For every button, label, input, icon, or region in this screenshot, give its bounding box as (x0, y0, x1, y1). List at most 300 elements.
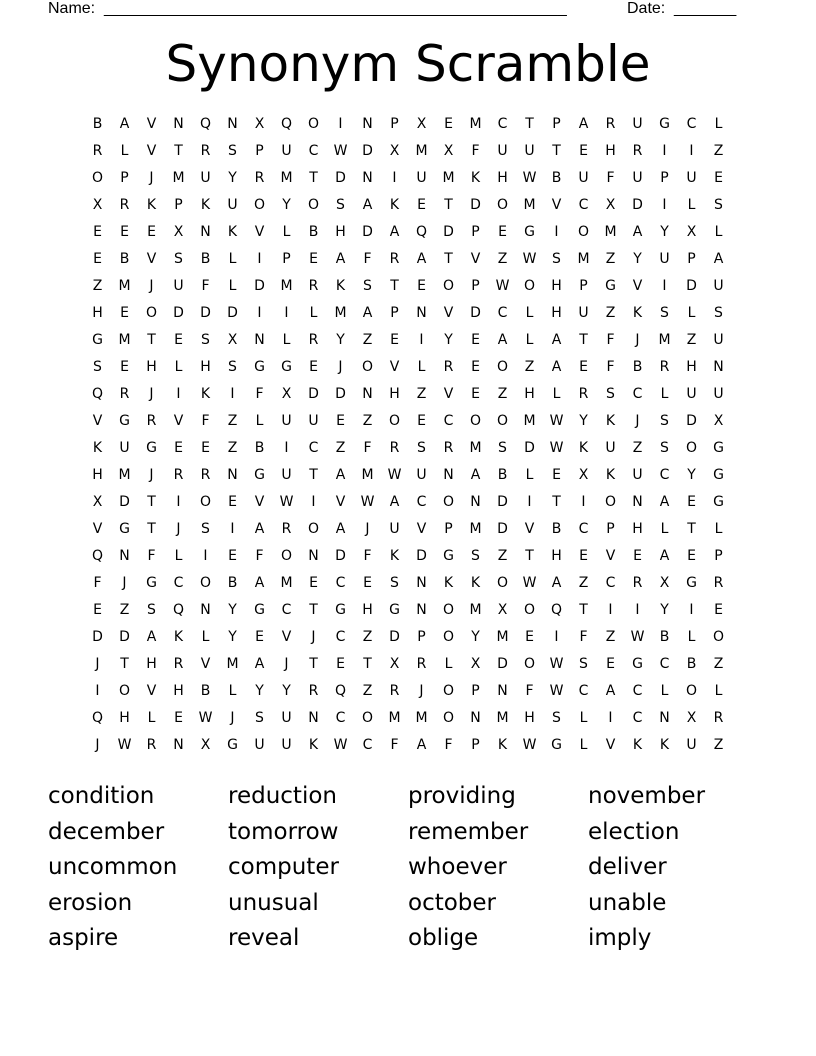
grid-row (84, 140, 732, 167)
grid-letter: B (551, 521, 562, 537)
grid-letter: I (527, 494, 532, 510)
grid-letter: B (686, 656, 697, 672)
grid-letter: X (713, 413, 724, 429)
grid-letter: L (687, 305, 696, 321)
grid-letter: M (361, 467, 374, 483)
grid-letter: M (118, 332, 131, 348)
grid-letter: O (685, 683, 698, 699)
grid-letter: A (551, 575, 562, 591)
grid-letter: L (714, 521, 723, 537)
grid-letter: E (444, 116, 453, 132)
grid-letter: C (497, 305, 508, 321)
grid-letter: E (687, 494, 696, 510)
grid-letter: Z (227, 440, 238, 456)
grid-letter: L (660, 683, 669, 699)
grid-letter: L (579, 737, 588, 753)
grid-letter: O (496, 359, 509, 375)
grid-letter: O (496, 197, 509, 213)
grid-letter: R (173, 656, 184, 672)
word-bank-item: oblige (408, 925, 479, 952)
grid-row (84, 680, 732, 707)
word-search-grid (84, 113, 732, 761)
grid-letter: U (605, 440, 616, 456)
grid-letter: C (659, 467, 670, 483)
grid-letter: W (522, 737, 537, 753)
grid-letter: G (713, 494, 724, 510)
grid-letter: T (363, 656, 372, 672)
grid-letter: I (608, 602, 613, 618)
grid-letter: F (363, 251, 372, 267)
grid-letter: E (687, 548, 696, 564)
grid-letter: A (362, 305, 373, 321)
grid-letter: S (579, 656, 588, 672)
grid-letter: E (363, 575, 372, 591)
grid-letter: R (389, 251, 400, 267)
grid-letter: L (120, 143, 129, 159)
grid-letter: R (200, 467, 211, 483)
grid-row (84, 491, 732, 518)
grid-letter: C (578, 683, 589, 699)
grid-letter: Z (497, 386, 508, 402)
grid-letter: H (551, 278, 562, 294)
grid-letter: G (551, 737, 562, 753)
grid-letter: R (119, 386, 130, 402)
grid-letter: P (606, 521, 615, 537)
grid-letter: N (200, 224, 211, 240)
grid-letter: A (254, 521, 265, 537)
grid-letter: Z (119, 602, 130, 618)
grid-letter: E (633, 548, 642, 564)
grid-letter: C (443, 413, 454, 429)
grid-letter: A (659, 548, 670, 564)
grid-row (84, 194, 732, 221)
grid-letter: G (632, 656, 643, 672)
grid-letter: V (632, 278, 643, 294)
grid-letter: U (227, 197, 238, 213)
grid-letter: C (659, 656, 670, 672)
grid-letter: L (687, 197, 696, 213)
grid-letter: S (660, 413, 669, 429)
grid-letter: P (390, 305, 399, 321)
grid-letter: E (309, 251, 318, 267)
grid-letter: V (92, 413, 103, 429)
grid-letter: A (335, 467, 346, 483)
grid-letter: D (443, 224, 454, 240)
grid-letter: O (523, 602, 536, 618)
grid-letter: D (173, 305, 184, 321)
grid-letter: E (120, 224, 129, 240)
grid-letter: U (497, 143, 508, 159)
grid-letter: E (471, 332, 480, 348)
grid-letter: C (335, 575, 346, 591)
grid-letter: O (199, 575, 212, 591)
grid-row (84, 572, 732, 599)
grid-letter: D (335, 386, 346, 402)
grid-letter: J (365, 521, 370, 537)
grid-letter: Z (335, 440, 346, 456)
grid-letter: S (147, 602, 156, 618)
grid-letter: X (686, 710, 697, 726)
grid-letter: N (416, 575, 427, 591)
grid-letter: H (551, 305, 562, 321)
word-bank-item: imply (588, 925, 652, 952)
grid-letter: O (442, 629, 455, 645)
grid-letter: J (149, 386, 154, 402)
grid-letter: K (578, 440, 589, 456)
grid-row (84, 545, 732, 572)
grid-letter: C (605, 575, 616, 591)
grid-letter: T (525, 116, 534, 132)
grid-letter: N (713, 359, 724, 375)
grid-letter: R (308, 683, 319, 699)
grid-letter: Q (91, 548, 104, 564)
grid-letter: K (632, 737, 643, 753)
grid-letter: Y (633, 251, 642, 267)
grid-letter: H (146, 359, 157, 375)
grid-letter: X (389, 656, 400, 672)
grid-letter: M (118, 467, 131, 483)
grid-letter: A (362, 197, 373, 213)
grid-letter: V (254, 224, 265, 240)
grid-letter: D (200, 305, 211, 321)
grid-row (84, 113, 732, 140)
grid-letter: O (361, 359, 374, 375)
grid-letter: O (361, 710, 374, 726)
grid-letter: M (442, 170, 455, 186)
grid-letter: X (200, 737, 211, 753)
grid-letter: H (524, 710, 535, 726)
grid-letter: O (145, 305, 158, 321)
grid-letter: S (606, 386, 615, 402)
grid-letter: T (552, 494, 561, 510)
name-blank-line: ____________________________________________________ (104, 0, 567, 17)
grid-letter: I (662, 143, 667, 159)
grid-row (84, 626, 732, 653)
grid-letter: O (442, 602, 455, 618)
grid-letter: U (713, 386, 724, 402)
grid-letter: D (362, 224, 373, 240)
grid-letter: R (632, 575, 643, 591)
grid-letter: C (578, 197, 589, 213)
grid-letter: F (390, 737, 399, 753)
grid-letter: Y (282, 197, 291, 213)
grid-letter: A (416, 251, 427, 267)
grid-letter: V (551, 197, 562, 213)
grid-letter: I (419, 332, 424, 348)
grid-letter: E (120, 305, 129, 321)
grid-letter: Z (713, 143, 724, 159)
grid-letter: O (442, 278, 455, 294)
grid-letter: R (389, 440, 400, 456)
grid-letter: S (714, 305, 723, 321)
grid-letter: T (147, 494, 156, 510)
grid-letter: A (119, 116, 130, 132)
grid-letter: A (659, 494, 670, 510)
date-label: Date: (627, 0, 666, 17)
grid-letter: O (685, 440, 698, 456)
grid-letter: Q (91, 710, 104, 726)
grid-letter: S (660, 440, 669, 456)
grid-letter: R (578, 386, 589, 402)
grid-letter: B (308, 224, 319, 240)
grid-letter: I (284, 305, 289, 321)
grid-letter: F (606, 332, 615, 348)
grid-letter: Z (686, 332, 697, 348)
grid-letter: F (579, 629, 588, 645)
grid-letter: H (632, 521, 643, 537)
date-blank-line: _______ (674, 0, 737, 17)
grid-letter: D (416, 548, 427, 564)
grid-letter: H (335, 224, 346, 240)
grid-letter: J (95, 656, 100, 672)
grid-letter: L (255, 413, 264, 429)
grid-letter: V (173, 413, 184, 429)
grid-letter: G (254, 359, 265, 375)
grid-letter: A (578, 116, 589, 132)
grid-row (84, 302, 732, 329)
grid-letter: M (226, 656, 239, 672)
grid-letter: V (524, 521, 535, 537)
grid-letter: W (198, 710, 213, 726)
grid-letter: I (689, 602, 694, 618)
grid-letter: B (200, 251, 211, 267)
grid-letter: K (173, 629, 184, 645)
grid-letter: L (714, 683, 723, 699)
grid-letter: W (522, 575, 537, 591)
grid-letter: G (146, 440, 157, 456)
grid-letter: K (200, 386, 211, 402)
grid-letter: N (443, 467, 454, 483)
grid-letter: O (523, 656, 536, 672)
grid-letter: M (280, 575, 293, 591)
grid-letter: F (201, 413, 210, 429)
grid-letter: G (254, 602, 265, 618)
grid-letter: D (119, 629, 130, 645)
name-label: Name: (48, 0, 96, 17)
grid-letter: M (469, 116, 482, 132)
grid-letter: Q (334, 683, 347, 699)
word-bank-item: tomorrow (228, 818, 339, 845)
grid-letter: I (284, 440, 289, 456)
grid-letter: S (390, 575, 399, 591)
grid-letter: N (416, 602, 427, 618)
grid-letter: O (442, 494, 455, 510)
grid-letter: E (120, 359, 129, 375)
grid-letter: M (604, 224, 617, 240)
grid-letter: K (227, 224, 238, 240)
grid-letter: I (392, 170, 397, 186)
grid-letter: B (497, 467, 508, 483)
grid-letter: I (230, 521, 235, 537)
grid-letter: K (92, 440, 103, 456)
grid-row (84, 410, 732, 437)
grid-letter: R (416, 656, 427, 672)
grid-letter: Y (228, 170, 237, 186)
grid-letter: S (174, 251, 183, 267)
grid-letter: G (605, 278, 616, 294)
grid-letter: B (659, 629, 670, 645)
grid-letter: P (552, 116, 561, 132)
grid-letter: X (254, 116, 265, 132)
grid-letter: N (308, 548, 319, 564)
grid-letter: N (362, 116, 373, 132)
grid-letter: L (525, 305, 534, 321)
grid-letter: C (335, 629, 346, 645)
grid-row (84, 653, 732, 680)
grid-letter: E (93, 224, 102, 240)
grid-letter: I (257, 305, 262, 321)
grid-letter: C (632, 683, 643, 699)
grid-row (84, 707, 732, 734)
grid-letter: F (444, 737, 453, 753)
grid-letter: I (554, 224, 559, 240)
grid-letter: I (230, 386, 235, 402)
grid-letter: O (118, 683, 131, 699)
grid-letter: R (443, 440, 454, 456)
grid-letter: X (686, 224, 697, 240)
grid-letter: H (497, 170, 508, 186)
grid-letter: H (200, 359, 211, 375)
grid-row (84, 464, 732, 491)
grid-letter: K (470, 575, 481, 591)
grid-letter: G (254, 467, 265, 483)
grid-letter: O (577, 224, 590, 240)
grid-letter: F (525, 683, 534, 699)
worksheet-header (48, 0, 740, 20)
grid-letter: L (417, 359, 426, 375)
grid-letter: E (579, 548, 588, 564)
grid-letter: P (417, 629, 426, 645)
grid-letter: C (308, 440, 319, 456)
grid-letter: V (281, 629, 292, 645)
grid-letter: J (149, 278, 154, 294)
grid-row (84, 734, 732, 761)
grid-letter: M (469, 440, 482, 456)
grid-letter: U (524, 143, 535, 159)
grid-letter: W (333, 737, 348, 753)
grid-letter: H (389, 386, 400, 402)
grid-letter: T (390, 278, 399, 294)
grid-letter: M (388, 710, 401, 726)
grid-letter: T (309, 656, 318, 672)
grid-letter: N (470, 710, 481, 726)
grid-letter: H (605, 143, 616, 159)
grid-letter: N (416, 305, 427, 321)
grid-letter: B (119, 251, 130, 267)
grid-letter: A (389, 224, 400, 240)
grid-letter: F (363, 440, 372, 456)
word-bank-item: unable (588, 889, 667, 916)
grid-letter: E (606, 656, 615, 672)
grid-letter: G (713, 440, 724, 456)
grid-letter: N (470, 494, 481, 510)
grid-letter: E (714, 602, 723, 618)
grid-letter: V (146, 251, 157, 267)
grid-letter: R (281, 521, 292, 537)
grid-letter: F (471, 143, 480, 159)
grid-letter: Z (713, 737, 724, 753)
grid-letter: B (200, 683, 211, 699)
grid-letter: I (581, 494, 586, 510)
word-bank-item: computer (228, 854, 339, 881)
word-bank-item: whoever (408, 854, 507, 881)
grid-letter: P (471, 278, 480, 294)
grid-letter: M (496, 710, 509, 726)
grid-letter: S (552, 710, 561, 726)
grid-letter: O (307, 197, 320, 213)
grid-letter: K (605, 467, 616, 483)
grid-letter: H (119, 710, 130, 726)
grid-letter: B (227, 575, 238, 591)
grid-letter: G (443, 548, 454, 564)
grid-letter: Q (280, 116, 293, 132)
grid-row (84, 221, 732, 248)
grid-letter: K (389, 197, 400, 213)
grid-letter: H (92, 467, 103, 483)
grid-letter: D (497, 494, 508, 510)
grid-letter: N (632, 494, 643, 510)
grid-letter: E (498, 224, 507, 240)
grid-letter: S (714, 197, 723, 213)
grid-letter: V (92, 521, 103, 537)
grid-letter: W (117, 737, 132, 753)
grid-letter: H (146, 656, 157, 672)
grid-letter: Q (91, 386, 104, 402)
grid-letter: X (470, 656, 481, 672)
grid-letter: U (632, 116, 643, 132)
grid-letter: M (280, 170, 293, 186)
grid-letter: L (552, 386, 561, 402)
grid-letter: T (174, 143, 183, 159)
grid-letter: I (635, 602, 640, 618)
grid-letter: U (416, 467, 427, 483)
grid-letter: W (549, 440, 564, 456)
grid-letter: F (363, 548, 372, 564)
grid-letter: A (470, 467, 481, 483)
grid-letter: L (228, 251, 237, 267)
grid-letter: C (335, 710, 346, 726)
grid-letter: D (632, 197, 643, 213)
word-bank-item: december (48, 818, 165, 845)
grid-letter: U (416, 170, 427, 186)
grid-letter: P (471, 683, 480, 699)
grid-letter: R (713, 710, 724, 726)
grid-letter: S (93, 359, 102, 375)
grid-letter: T (309, 602, 318, 618)
grid-letter: M (523, 197, 536, 213)
grid-letter: E (390, 332, 399, 348)
grid-letter: V (254, 494, 265, 510)
grid-letter: E (417, 197, 426, 213)
grid-letter: L (282, 332, 291, 348)
grid-letter: B (254, 440, 265, 456)
grid-letter: E (228, 548, 237, 564)
grid-letter: N (659, 710, 670, 726)
grid-letter: V (146, 116, 157, 132)
grid-letter: P (255, 143, 264, 159)
grid-letter: E (714, 170, 723, 186)
word-bank-item: unusual (228, 889, 319, 916)
grid-row (84, 518, 732, 545)
grid-letter: D (362, 143, 373, 159)
grid-letter: V (335, 494, 346, 510)
grid-letter: X (443, 143, 454, 159)
grid-letter: P (471, 737, 480, 753)
grid-letter: L (579, 710, 588, 726)
grid-letter: C (362, 737, 373, 753)
grid-letter: D (497, 656, 508, 672)
grid-letter: P (174, 197, 183, 213)
